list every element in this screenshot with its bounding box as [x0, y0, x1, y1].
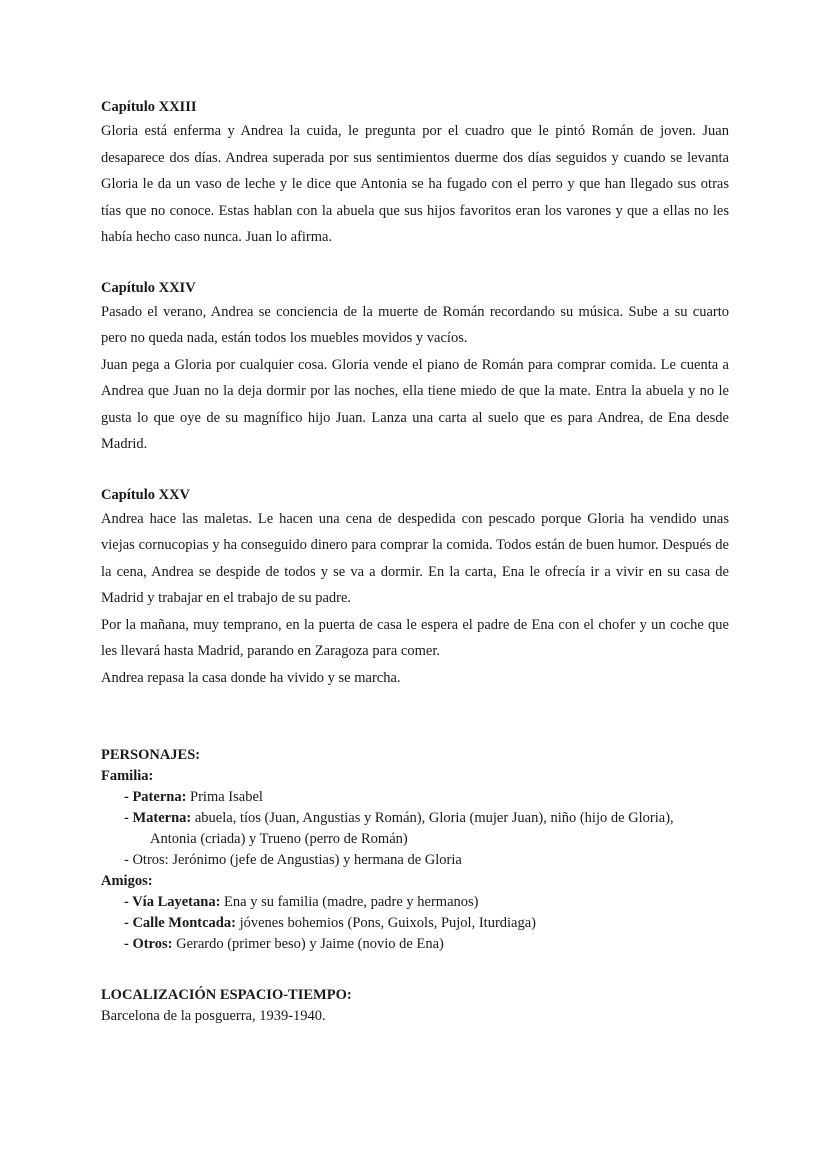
chapter-title: Capítulo XXIII	[101, 99, 197, 115]
paterna-label: - Paterna:	[124, 789, 187, 805]
document-page	[101, 96, 729, 1027]
characters-heading: PERSONAJES:	[101, 747, 201, 763]
chapter-paragraph: Juan pega a Gloria por cualquier cosa. Gloria vende el piano de Román para comprar comida. Le cuenta a Andrea que Juan no la deja dormir por las noches, ella tiene miedo de que la mate. Entra la abuela y no le gusta lo que oye de su magnífico hijo Juan. Lanza una carta al suelo que es para Andrea, de Ena desde Madrid.	[101, 356, 729, 452]
friends-otros	[101, 934, 729, 955]
characters-section	[101, 745, 729, 955]
chapter-paragraph: Pasado el verano, Andrea se conciencia de la muerte de Román recordando su música. Sube a su cuarto pero no queda nada, están todos los muebles movidos y vacíos.	[101, 303, 729, 346]
paterna-text: Prima Isabel	[186, 789, 263, 805]
chapter-paragraph: Andrea repasa la casa donde ha vivido y se marcha.	[101, 669, 401, 686]
family-otros: - Otros: Jerónimo (jefe de Angustias) y hermana de Gloria	[124, 852, 462, 868]
friends-label: Amigos:	[101, 873, 153, 889]
via-label: - Vía Layetana:	[124, 894, 221, 910]
chapter-23	[101, 96, 729, 251]
chapter-paragraph: Por la mañana, muy temprano, en la puerta de casa le espera el padre de Ena con el chofer y un coche que les llevará hasta Madrid, parando en Zaragoza para comer.	[101, 616, 729, 659]
chapter-24	[101, 277, 729, 458]
family-label: Familia:	[101, 768, 154, 784]
friends-otros-label: - Otros:	[124, 936, 173, 952]
chapter-paragraph: Gloria está enferma y Andrea la cuida, le pregunta por el cuadro que le pintó Román de joven. Juan desaparece dos días. Andrea superada por sus sentimientos duerme dos días seguidos y cuando se levanta Gloria le da un vaso de leche y le dice que Antonia se ha fugado con el perro y que han llegado sus otras tías que no conoce. Estas hablan con la abuela que sus hijos favoritos eran los varones y que a ellas no les había hecho caso nunca. Juan lo afirma.	[101, 123, 729, 245]
friends-calle-montcada	[101, 913, 729, 934]
chapter-paragraph: Andrea hace las maletas. Le hacen una cena de despedida con pescado porque Gloria ha vendido unas viejas cornucopias y ha conseguido dinero para comprar la comida. Todos están de buen humor. Después de la cena, Andrea se despide de todos y se va a dormir. En la carta, Ena le ofrecía ir a vivir en su casa de Madrid y trabajar en el trabajo de su padre.	[101, 510, 729, 606]
spacer	[101, 717, 729, 745]
family-materna-continued: Antonia (criada) y Trueno (perro de Román)	[150, 831, 408, 847]
chapter-25	[101, 484, 729, 692]
calle-label: - Calle Montcada:	[124, 915, 236, 931]
materna-label: - Materna:	[124, 810, 192, 826]
family-paterna	[101, 787, 729, 808]
family-materna	[101, 808, 729, 829]
location-section	[101, 985, 729, 1027]
spacer	[101, 955, 729, 985]
location-heading: LOCALIZACIÓN ESPACIO-TIEMPO:	[101, 987, 352, 1003]
location-text: Barcelona de la posguerra, 1939-1940.	[101, 1008, 326, 1024]
friends-via-layetana	[101, 892, 729, 913]
chapter-title: Capítulo XXIV	[101, 279, 196, 296]
materna-text: abuela, tíos (Juan, Angustias y Román), Gloria (mujer Juan), niño (hijo de Gloria),	[191, 810, 674, 826]
chapter-title: Capítulo XXV	[101, 486, 191, 503]
via-text: Ena y su familia (madre, padre y hermanos)	[220, 894, 479, 910]
calle-text: jóvenes bohemios (Pons, Guixols, Pujol, Iturdiaga)	[235, 915, 536, 931]
friends-otros-text: Gerardo (primer beso) y Jaime (novio de Ena)	[172, 936, 444, 952]
